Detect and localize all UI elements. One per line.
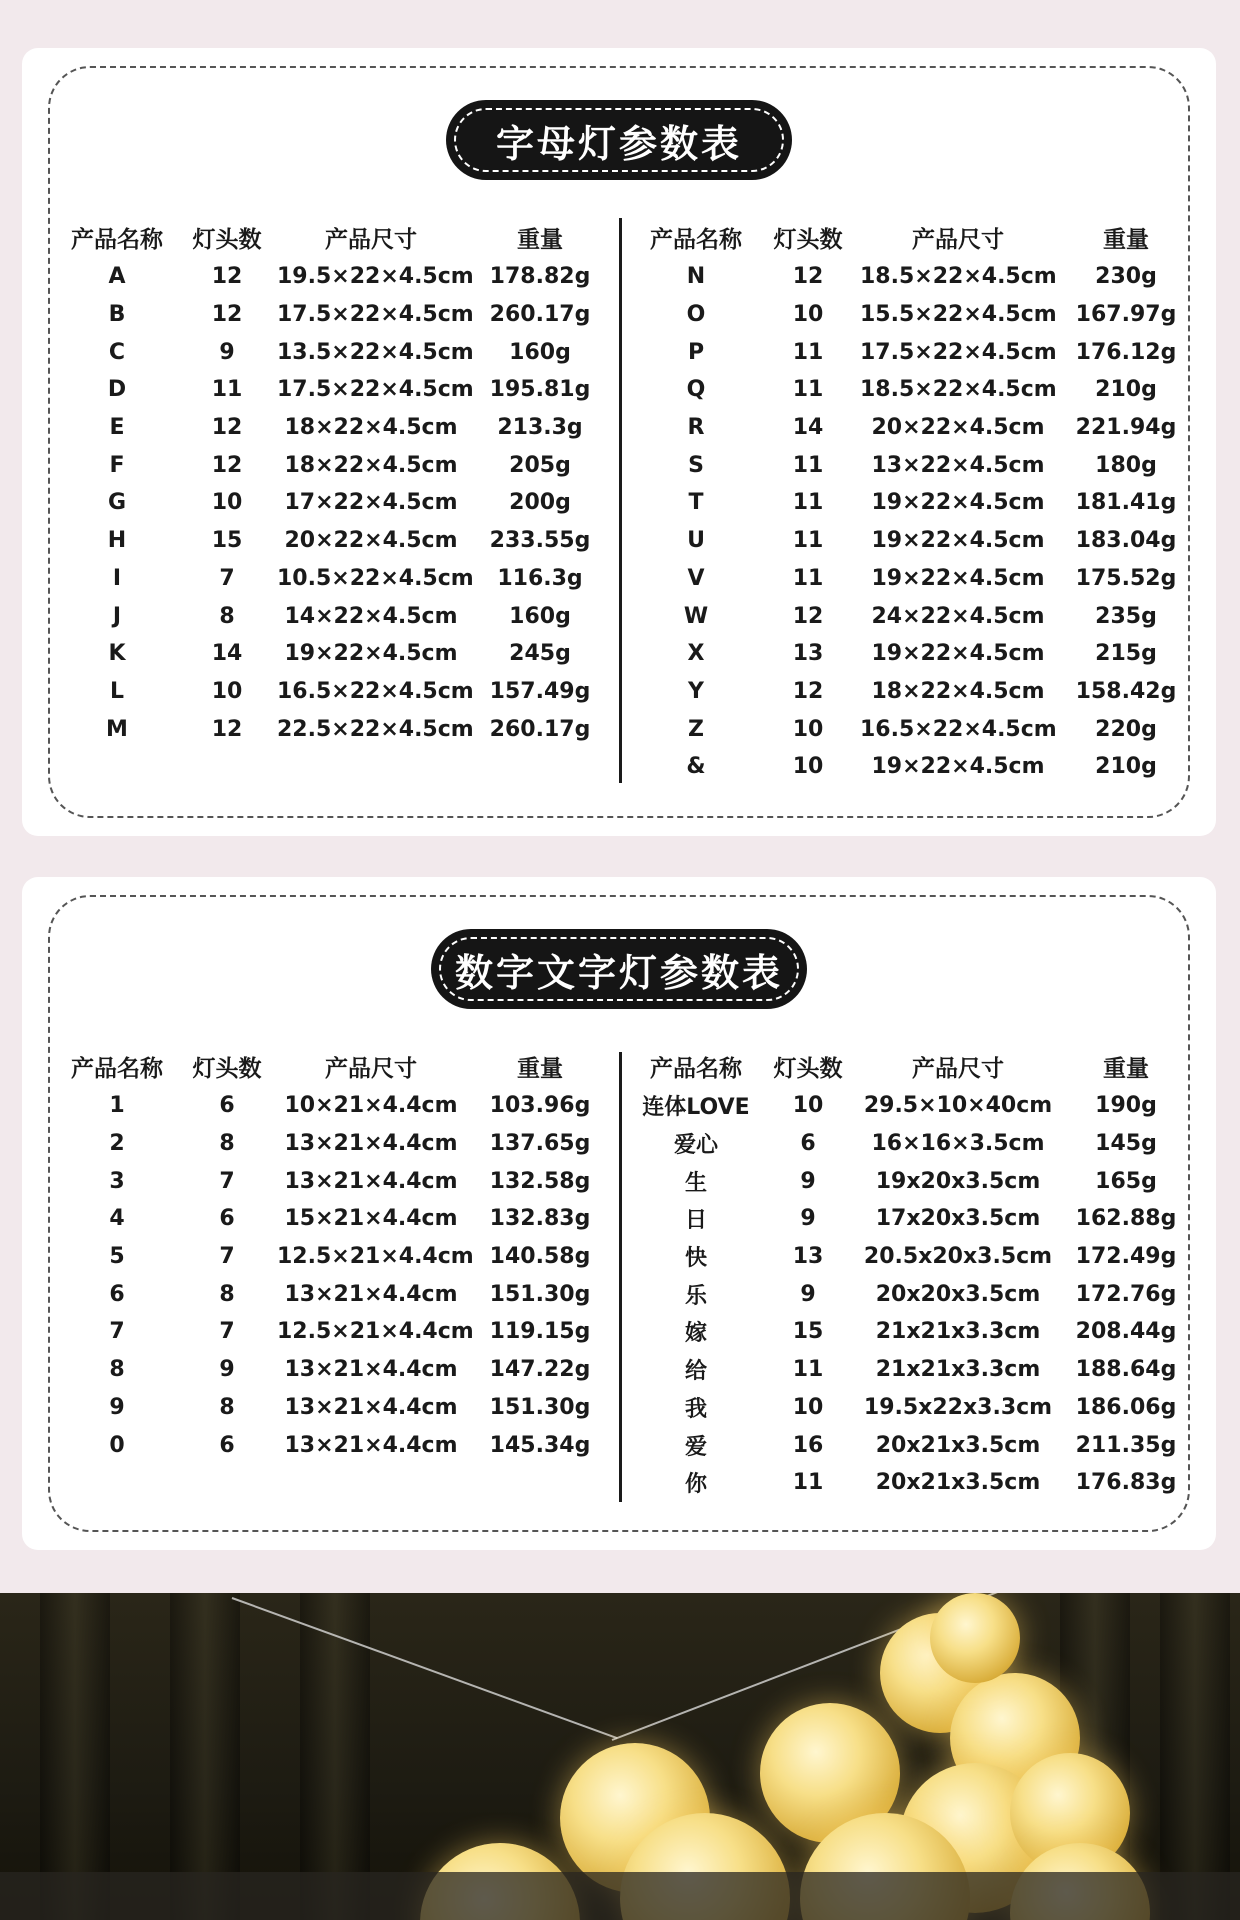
bulb-count-cell: 12 xyxy=(211,302,243,328)
product-name-cell: U xyxy=(687,528,705,554)
table-row xyxy=(636,597,1196,635)
number-table-title: 数字文字灯参数表 xyxy=(454,950,783,995)
table-row xyxy=(636,1426,1196,1464)
weight-cell: 260.17g xyxy=(489,716,591,742)
weight-cell: 186.06g xyxy=(1075,1394,1177,1420)
product-name-cell: 连体LOVE xyxy=(642,1095,750,1121)
weight-header: 重量 xyxy=(1103,226,1149,253)
table-row xyxy=(57,597,617,635)
table-row xyxy=(636,258,1196,296)
product-name-cell: A xyxy=(108,264,126,290)
weight-cell: 137.65g xyxy=(489,1131,591,1157)
product-name-cell: H xyxy=(107,528,127,554)
weight-cell: 103.96g xyxy=(489,1093,591,1119)
table-row xyxy=(636,1313,1196,1351)
bulb-count-cell: 12 xyxy=(792,603,824,629)
column-divider xyxy=(619,218,622,783)
product-name-cell: 1 xyxy=(109,1093,125,1119)
curtain-fold xyxy=(1160,1593,1230,1920)
product-name-cell: D xyxy=(107,377,127,403)
weight-cell: 158.42g xyxy=(1075,678,1177,704)
size-header: 产品尺寸 xyxy=(325,1055,417,1082)
table-row xyxy=(636,1238,1196,1276)
bulb-count-header: 灯头数 xyxy=(773,1055,843,1082)
weight-cell: 211.35g xyxy=(1075,1432,1177,1458)
product-name-cell: 7 xyxy=(109,1319,125,1345)
size-cell: 13.5×22×4.5cm xyxy=(277,339,474,365)
table-row xyxy=(57,1087,617,1125)
size-cell: 22.5×22×4.5cm xyxy=(277,716,474,742)
product-name-cell: 8 xyxy=(109,1357,125,1383)
weight-cell: 200g xyxy=(509,490,571,516)
size-cell: 18.5×22×4.5cm xyxy=(860,264,1057,290)
weight-cell: 145g xyxy=(1095,1131,1157,1157)
weight-cell: 175.52g xyxy=(1075,565,1177,591)
balloon xyxy=(930,1593,1020,1683)
bulb-count-cell: 9 xyxy=(800,1168,816,1194)
product-name-cell: 日 xyxy=(684,1208,707,1234)
bulb-count-cell: 7 xyxy=(219,1319,235,1345)
letter-table-title: 字母灯参数表 xyxy=(495,121,742,166)
weight-cell: 176.12g xyxy=(1075,339,1177,365)
table-row xyxy=(636,522,1196,560)
product-name-cell: L xyxy=(109,678,125,704)
table-row xyxy=(57,1125,617,1163)
bulb-count-cell: 10 xyxy=(211,678,243,704)
letter-light-spec-card xyxy=(22,48,1216,836)
weight-cell: 178.82g xyxy=(489,264,591,290)
table-row xyxy=(636,1351,1196,1389)
table-row xyxy=(636,1464,1196,1502)
product-name-header: 产品名称 xyxy=(650,226,742,253)
table-header-row xyxy=(636,1045,1196,1087)
weight-cell: 145.34g xyxy=(489,1432,591,1458)
table-row xyxy=(636,371,1196,409)
weight-cell: 176.83g xyxy=(1075,1470,1177,1496)
weight-cell: 151.30g xyxy=(489,1394,591,1420)
product-name-header: 产品名称 xyxy=(71,226,163,253)
size-cell: 13×21×4.4cm xyxy=(284,1357,458,1383)
bulb-count-cell: 11 xyxy=(792,339,824,365)
bulb-count-cell: 12 xyxy=(792,264,824,290)
weight-cell: 195.81g xyxy=(489,377,591,403)
size-cell: 17×22×4.5cm xyxy=(284,490,458,516)
product-name-cell: 9 xyxy=(109,1394,125,1420)
bulb-count-cell: 13 xyxy=(792,641,824,667)
balloon-light-product-photo xyxy=(0,1593,1240,1920)
product-name-cell: Y xyxy=(688,678,704,704)
size-cell: 10×21×4.4cm xyxy=(284,1093,458,1119)
product-name-cell: 5 xyxy=(109,1244,125,1270)
weight-cell: 213.3g xyxy=(497,415,583,441)
product-name-cell: 我 xyxy=(684,1396,707,1422)
number-table-title-badge xyxy=(431,929,807,1009)
table-row xyxy=(636,748,1196,786)
bulb-count-cell: 10 xyxy=(792,1394,824,1420)
size-cell: 16×16×3.5cm xyxy=(871,1131,1045,1157)
size-cell: 13×22×4.5cm xyxy=(871,452,1045,478)
weight-cell: 172.49g xyxy=(1075,1244,1177,1270)
product-name-cell: P xyxy=(687,339,705,365)
weight-cell: 160g xyxy=(509,339,571,365)
bulb-count-cell: 10 xyxy=(792,754,824,780)
weight-cell: 183.04g xyxy=(1075,528,1177,554)
bulb-count-cell: 12 xyxy=(211,452,243,478)
size-cell: 19×22×4.5cm xyxy=(871,565,1045,591)
size-cell: 20x20x3.5cm xyxy=(875,1281,1041,1307)
bulb-count-cell: 12 xyxy=(211,716,243,742)
size-cell: 19.5x22x3.3cm xyxy=(863,1394,1053,1420)
table-row xyxy=(636,446,1196,484)
product-name-header: 产品名称 xyxy=(650,1055,742,1082)
size-cell: 18×22×4.5cm xyxy=(871,678,1045,704)
product-name-cell: 3 xyxy=(109,1168,125,1194)
weight-cell: 221.94g xyxy=(1075,415,1177,441)
product-name-cell: X xyxy=(687,641,705,667)
bulb-count-cell: 10 xyxy=(792,716,824,742)
bulb-count-cell: 14 xyxy=(211,641,243,667)
weight-cell: 220g xyxy=(1095,716,1157,742)
weight-cell: 165g xyxy=(1095,1168,1157,1194)
size-cell: 13×21×4.4cm xyxy=(284,1131,458,1157)
product-name-cell: 4 xyxy=(109,1206,125,1232)
bulb-count-header: 灯头数 xyxy=(773,226,843,253)
size-cell: 17.5×22×4.5cm xyxy=(277,302,474,328)
bulb-count-header: 灯头数 xyxy=(192,226,262,253)
product-name-cell: C xyxy=(108,339,126,365)
weight-cell: 167.97g xyxy=(1075,302,1177,328)
size-cell: 16.5×22×4.5cm xyxy=(860,716,1057,742)
size-cell: 18×22×4.5cm xyxy=(284,452,458,478)
bulb-count-cell: 9 xyxy=(219,339,235,365)
table-row xyxy=(636,673,1196,711)
table-row xyxy=(636,1275,1196,1313)
table-row xyxy=(636,710,1196,748)
weight-cell: 188.64g xyxy=(1075,1357,1177,1383)
bulb-count-cell: 7 xyxy=(219,565,235,591)
size-cell: 19×22×4.5cm xyxy=(871,641,1045,667)
product-name-cell: M xyxy=(106,716,128,742)
size-cell: 17.5×22×4.5cm xyxy=(277,377,474,403)
table-row xyxy=(57,673,617,711)
table-row xyxy=(57,371,617,409)
product-name-cell: 2 xyxy=(109,1131,125,1157)
weight-cell: 116.3g xyxy=(497,565,583,591)
weight-cell: 151.30g xyxy=(489,1281,591,1307)
table-row xyxy=(636,1162,1196,1200)
table-row xyxy=(636,560,1196,598)
table-row xyxy=(57,446,617,484)
product-name-cell: E xyxy=(109,415,125,441)
weight-cell: 235g xyxy=(1095,603,1157,629)
weight-cell: 245g xyxy=(509,641,571,667)
size-cell: 14×22×4.5cm xyxy=(284,603,458,629)
weight-header: 重量 xyxy=(1103,1055,1149,1082)
product-name-cell: J xyxy=(112,603,122,629)
curtain-fold xyxy=(300,1593,370,1920)
bulb-count-cell: 9 xyxy=(800,1206,816,1232)
bulb-count-cell: 9 xyxy=(800,1281,816,1307)
bulb-count-header: 灯头数 xyxy=(192,1055,262,1082)
product-name-cell: 6 xyxy=(109,1281,125,1307)
table-row xyxy=(57,484,617,522)
size-cell: 20.5x20x3.5cm xyxy=(863,1244,1053,1270)
size-cell: 17.5×22×4.5cm xyxy=(860,339,1057,365)
product-name-cell: 给 xyxy=(684,1359,707,1385)
weight-cell: 230g xyxy=(1095,264,1157,290)
bulb-count-cell: 9 xyxy=(219,1357,235,1383)
product-name-cell: Z xyxy=(688,716,704,742)
weight-cell: 180g xyxy=(1095,452,1157,478)
bulb-count-cell: 8 xyxy=(219,1394,235,1420)
product-name-cell: K xyxy=(108,641,126,667)
weight-cell: 172.76g xyxy=(1075,1281,1177,1307)
weight-cell: 260.17g xyxy=(489,302,591,328)
size-cell: 20x21x3.5cm xyxy=(875,1432,1041,1458)
weight-cell: 147.22g xyxy=(489,1357,591,1383)
bulb-count-cell: 7 xyxy=(219,1244,235,1270)
size-cell: 19×22×4.5cm xyxy=(871,528,1045,554)
size-header: 产品尺寸 xyxy=(912,1055,1004,1082)
bulb-count-cell: 6 xyxy=(800,1131,816,1157)
table-row xyxy=(636,1087,1196,1125)
bulb-count-cell: 10 xyxy=(792,302,824,328)
bulb-count-cell: 6 xyxy=(219,1093,235,1119)
bulb-count-cell: 8 xyxy=(219,603,235,629)
table-row xyxy=(636,1200,1196,1238)
table-row xyxy=(57,1238,617,1276)
size-cell: 21x21x3.3cm xyxy=(875,1319,1041,1345)
number-table-right xyxy=(636,1045,1196,1502)
size-cell: 20×22×4.5cm xyxy=(871,415,1045,441)
weight-cell: 162.88g xyxy=(1075,1206,1177,1232)
bulb-count-cell: 11 xyxy=(792,377,824,403)
product-name-cell: I xyxy=(112,565,122,591)
table-row xyxy=(57,1162,617,1200)
bulb-count-cell: 16 xyxy=(792,1432,824,1458)
curtain-fold xyxy=(40,1593,110,1920)
size-cell: 13×21×4.4cm xyxy=(284,1168,458,1194)
weight-cell: 157.49g xyxy=(489,678,591,704)
letter-table-left xyxy=(57,216,617,748)
product-name-cell: V xyxy=(687,565,705,591)
weight-header: 重量 xyxy=(517,226,563,253)
size-cell: 19x20x3.5cm xyxy=(875,1168,1041,1194)
product-name-cell: 爱心 xyxy=(673,1133,718,1159)
table-row xyxy=(57,635,617,673)
bulb-count-cell: 15 xyxy=(792,1319,824,1345)
bulb-count-cell: 10 xyxy=(792,1093,824,1119)
table-row xyxy=(57,1275,617,1313)
size-cell: 20×22×4.5cm xyxy=(284,528,458,554)
product-name-cell: 乐 xyxy=(684,1283,707,1309)
size-cell: 24×22×4.5cm xyxy=(871,603,1045,629)
size-header: 产品尺寸 xyxy=(912,226,1004,253)
product-name-cell: O xyxy=(686,302,706,328)
product-name-cell: S xyxy=(688,452,704,478)
size-cell: 13×21×4.4cm xyxy=(284,1394,458,1420)
bulb-count-cell: 6 xyxy=(219,1206,235,1232)
product-name-cell: R xyxy=(687,415,705,441)
bulb-count-cell: 11 xyxy=(792,565,824,591)
bulb-count-cell: 11 xyxy=(792,1470,824,1496)
table-row xyxy=(57,258,617,296)
column-divider xyxy=(619,1052,622,1502)
bulb-count-cell: 6 xyxy=(219,1432,235,1458)
weight-cell: 210g xyxy=(1095,377,1157,403)
product-name-cell: N xyxy=(686,264,706,290)
size-cell: 21x21x3.3cm xyxy=(875,1357,1041,1383)
product-name-cell: 你 xyxy=(684,1472,707,1498)
table-header-row xyxy=(57,1045,617,1087)
bulb-count-cell: 12 xyxy=(211,415,243,441)
bulb-count-cell: 8 xyxy=(219,1281,235,1307)
product-name-cell: 嫁 xyxy=(684,1321,707,1347)
table-row xyxy=(57,1426,617,1464)
size-cell: 15.5×22×4.5cm xyxy=(860,302,1057,328)
size-cell: 19×22×4.5cm xyxy=(871,754,1045,780)
table-row xyxy=(57,409,617,447)
size-header: 产品尺寸 xyxy=(325,226,417,253)
bulb-count-cell: 8 xyxy=(219,1131,235,1157)
weight-cell: 181.41g xyxy=(1075,490,1177,516)
size-cell: 20x21x3.5cm xyxy=(875,1470,1041,1496)
bulb-count-cell: 11 xyxy=(792,1357,824,1383)
weight-header: 重量 xyxy=(517,1055,563,1082)
product-name-cell: B xyxy=(108,302,126,328)
product-name-cell: 0 xyxy=(109,1432,125,1458)
bulb-count-cell: 10 xyxy=(211,490,243,516)
product-name-cell: F xyxy=(109,452,125,478)
weight-cell: 140.58g xyxy=(489,1244,591,1270)
weight-cell: 119.15g xyxy=(489,1319,591,1345)
product-name-cell: T xyxy=(688,490,704,516)
weight-cell: 132.58g xyxy=(489,1168,591,1194)
weight-cell: 160g xyxy=(509,603,571,629)
size-cell: 29.5×10×40cm xyxy=(863,1093,1053,1119)
weight-cell: 132.83g xyxy=(489,1206,591,1232)
table-row xyxy=(636,296,1196,334)
product-name-cell: & xyxy=(686,754,706,780)
size-cell: 13×21×4.4cm xyxy=(284,1281,458,1307)
product-name-cell: W xyxy=(683,603,709,629)
bulb-count-cell: 13 xyxy=(792,1244,824,1270)
weight-cell: 190g xyxy=(1095,1093,1157,1119)
weight-cell: 215g xyxy=(1095,641,1157,667)
size-cell: 18×22×4.5cm xyxy=(284,415,458,441)
size-cell: 16.5×22×4.5cm xyxy=(277,678,474,704)
size-cell: 19×22×4.5cm xyxy=(871,490,1045,516)
size-cell: 12.5×21×4.4cm xyxy=(277,1319,474,1345)
table-row xyxy=(57,1200,617,1238)
size-cell: 12.5×21×4.4cm xyxy=(277,1244,474,1270)
letter-table-right xyxy=(636,216,1196,786)
product-name-cell: 爱 xyxy=(684,1434,707,1460)
product-name-cell: Q xyxy=(686,377,706,403)
bulb-count-cell: 11 xyxy=(211,377,243,403)
size-cell: 17x20x3.5cm xyxy=(875,1206,1041,1232)
weight-cell: 233.55g xyxy=(489,528,591,554)
bulb-count-cell: 15 xyxy=(211,528,243,554)
curtain-fold xyxy=(170,1593,240,1920)
table-row xyxy=(57,1389,617,1427)
table-row xyxy=(57,296,617,334)
table-row xyxy=(57,1351,617,1389)
string-light-wire xyxy=(232,1597,618,1739)
bulb-count-cell: 12 xyxy=(792,678,824,704)
table-row xyxy=(636,1125,1196,1163)
bulb-count-cell: 11 xyxy=(792,490,824,516)
bulb-count-cell: 11 xyxy=(792,452,824,478)
product-name-cell: 生 xyxy=(684,1170,707,1196)
size-cell: 18.5×22×4.5cm xyxy=(860,377,1057,403)
table-row xyxy=(636,409,1196,447)
table-header-row xyxy=(636,216,1196,258)
size-cell: 13×21×4.4cm xyxy=(284,1432,458,1458)
product-name-header: 产品名称 xyxy=(71,1055,163,1082)
table-row xyxy=(636,333,1196,371)
table-header-row xyxy=(57,216,617,258)
product-name-cell: G xyxy=(107,490,127,516)
size-cell: 15×21×4.4cm xyxy=(284,1206,458,1232)
table-row xyxy=(636,635,1196,673)
floor xyxy=(0,1872,1240,1920)
weight-cell: 208.44g xyxy=(1075,1319,1177,1345)
table-row xyxy=(57,333,617,371)
table-row xyxy=(636,484,1196,522)
weight-cell: 210g xyxy=(1095,754,1157,780)
bulb-count-cell: 14 xyxy=(792,415,824,441)
number-table-left xyxy=(57,1045,617,1464)
bulb-count-cell: 7 xyxy=(219,1168,235,1194)
size-cell: 19.5×22×4.5cm xyxy=(277,264,474,290)
table-row xyxy=(57,710,617,748)
table-row xyxy=(636,1389,1196,1427)
weight-cell: 205g xyxy=(509,452,571,478)
size-cell: 19×22×4.5cm xyxy=(284,641,458,667)
number-text-light-spec-card xyxy=(22,877,1216,1550)
bulb-count-cell: 12 xyxy=(211,264,243,290)
product-name-cell: 快 xyxy=(684,1246,707,1272)
table-row xyxy=(57,522,617,560)
table-row xyxy=(57,1313,617,1351)
bulb-count-cell: 11 xyxy=(792,528,824,554)
table-row xyxy=(57,560,617,598)
size-cell: 10.5×22×4.5cm xyxy=(277,565,474,591)
letter-table-title-badge xyxy=(446,100,792,180)
